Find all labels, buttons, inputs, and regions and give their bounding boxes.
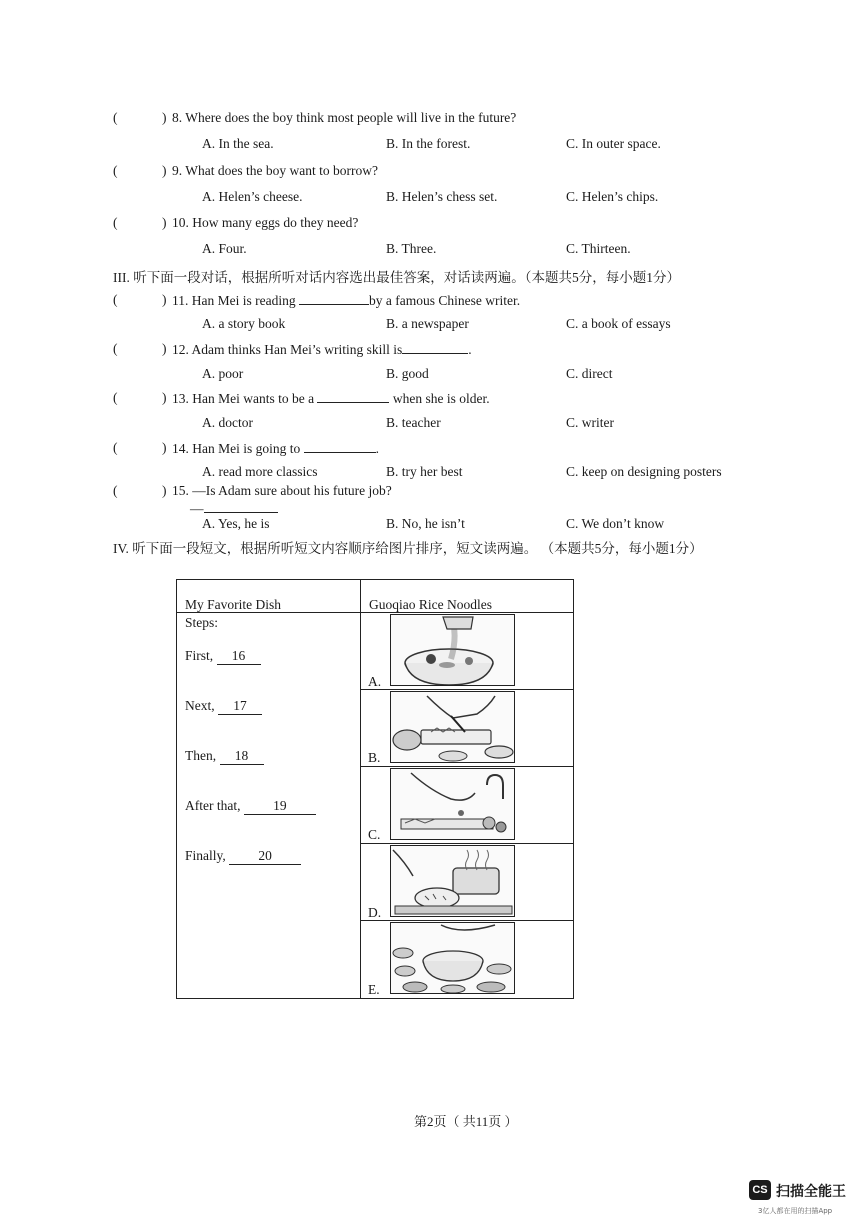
section-3-heading: III. 听下面一段对话，根据所听对话内容选出最佳答案，对话读两遍。（本题共5分，每小题1分） bbox=[113, 270, 680, 285]
answer-paren-open: ( bbox=[113, 163, 118, 178]
option-a: A. doctor bbox=[202, 415, 253, 430]
option-b: B. good bbox=[386, 366, 429, 381]
stem-part-a: 12. Adam thinks Han Mei’s writing skill is bbox=[172, 342, 403, 357]
option-c: C. We don’t know bbox=[566, 516, 665, 531]
vegetable-washing-icon bbox=[390, 768, 515, 840]
step-first bbox=[185, 648, 261, 665]
option-b: B. Three. bbox=[386, 241, 437, 256]
watermark-sub: 3亿人都在用的扫描App bbox=[758, 1207, 833, 1215]
question-stem bbox=[172, 390, 490, 407]
step-finally bbox=[185, 848, 301, 865]
option-a: A. read more classics bbox=[202, 464, 318, 479]
option-a: A. Yes, he is bbox=[202, 516, 270, 531]
answer-paren-close: ) bbox=[162, 215, 167, 230]
option-b: B. Helen’s chess set. bbox=[386, 189, 498, 204]
option-a: A. Helen’s cheese. bbox=[202, 189, 303, 204]
cs-logo-icon: CS bbox=[749, 1180, 771, 1200]
section-4-heading: IV. 听下面一段短文，根据所听短文内容顺序给图片排序，短文读两遍。 （本题共5分，每小题1分） bbox=[113, 541, 703, 556]
stem-part-a: 13. Han Mei wants to be a bbox=[172, 391, 315, 406]
stem-part-a: 14. Han Mei is going to bbox=[172, 441, 301, 456]
question-stem: 10. How many eggs do they need? bbox=[172, 215, 359, 230]
step-label: After that, bbox=[185, 798, 241, 813]
response-line bbox=[190, 500, 278, 517]
question-stem bbox=[172, 440, 379, 457]
left-header: My Favorite Dish bbox=[185, 597, 281, 612]
soup-pouring-icon bbox=[390, 614, 515, 686]
answer-paren-close: ) bbox=[162, 390, 167, 405]
option-c: C. direct bbox=[566, 366, 613, 381]
row-divider bbox=[360, 689, 574, 690]
step-number: 17 bbox=[218, 698, 262, 715]
option-a: A. In the sea. bbox=[202, 136, 274, 151]
option-a: A. poor bbox=[202, 366, 244, 381]
picture-letter: D. bbox=[368, 905, 382, 920]
option-c: C. a book of essays bbox=[566, 316, 671, 331]
option-c: C. writer bbox=[566, 415, 614, 430]
question-stem bbox=[172, 292, 520, 309]
adding-ingredients-icon bbox=[390, 922, 515, 994]
stem-part-b: . bbox=[375, 441, 379, 456]
answer-paren-open: ( bbox=[113, 390, 118, 405]
answer-paren-close: ) bbox=[162, 483, 167, 498]
step-label: Next, bbox=[185, 698, 215, 713]
page-footer: 第2页（ 共11页 ） bbox=[414, 1114, 518, 1129]
watermark-name: 扫描全能王 bbox=[776, 1184, 846, 1200]
answer-blank bbox=[299, 292, 369, 305]
picture-letter: C. bbox=[368, 827, 381, 842]
step-label: Then, bbox=[185, 748, 217, 763]
step-label: First, bbox=[185, 648, 214, 663]
picture-letter: B. bbox=[368, 750, 381, 765]
answer-paren-close: ) bbox=[162, 163, 167, 178]
answer-paren-close: ) bbox=[162, 292, 167, 307]
option-c: C. keep on designing posters bbox=[566, 464, 722, 479]
option-b: B. In the forest. bbox=[386, 136, 471, 151]
step-after-that bbox=[185, 798, 316, 815]
step-then bbox=[185, 748, 264, 765]
step-label: Finally, bbox=[185, 848, 226, 863]
steps-label: Steps: bbox=[185, 615, 219, 630]
row-divider bbox=[360, 920, 574, 921]
step-number: 16 bbox=[217, 648, 261, 665]
stem-part-b: when she is older. bbox=[392, 391, 490, 406]
steps-column bbox=[176, 579, 360, 999]
option-b: B. teacher bbox=[386, 415, 441, 430]
answer-paren-close: ) bbox=[162, 341, 167, 356]
noodle-cooking-icon bbox=[390, 845, 515, 917]
question-stem bbox=[172, 341, 472, 358]
answer-paren-close: ) bbox=[162, 440, 167, 455]
option-c: C. Helen’s chips. bbox=[566, 189, 659, 204]
answer-blank bbox=[317, 390, 389, 403]
chicken-cutting-icon bbox=[390, 691, 515, 763]
answer-paren-open: ( bbox=[113, 292, 118, 307]
right-header: Guoqiao Rice Noodles bbox=[369, 597, 492, 612]
row-divider bbox=[360, 766, 574, 767]
row-divider bbox=[360, 843, 574, 844]
answer-blank bbox=[204, 500, 278, 513]
question-stem: 15. —Is Adam sure about his future job? bbox=[172, 483, 392, 498]
option-b: B. a newspaper bbox=[386, 316, 469, 331]
option-a: A. Four. bbox=[202, 241, 247, 256]
option-c: C. Thirteen. bbox=[566, 241, 631, 256]
picture-letter: E. bbox=[368, 982, 380, 997]
stem-part-a: 11. Han Mei is reading bbox=[172, 293, 296, 308]
picture-letter: A. bbox=[368, 674, 382, 689]
answer-paren-open: ( bbox=[113, 110, 118, 125]
answer-paren-open: ( bbox=[113, 215, 118, 230]
option-c: C. In outer space. bbox=[566, 136, 661, 151]
option-b: B. try her best bbox=[386, 464, 463, 479]
question-stem: 9. What does the boy want to borrow? bbox=[172, 163, 378, 178]
answer-paren-close: ) bbox=[162, 110, 167, 125]
question-stem: 8. Where does the boy think most people will live in the future? bbox=[172, 110, 517, 125]
stem-part-b: . bbox=[468, 342, 472, 357]
stem-part-b: by a famous Chinese writer. bbox=[368, 293, 521, 308]
step-next bbox=[185, 698, 262, 715]
answer-blank bbox=[304, 440, 376, 453]
answer-paren-open: ( bbox=[113, 440, 118, 455]
response-dash: — bbox=[190, 501, 204, 516]
step-number: 18 bbox=[220, 748, 264, 765]
option-a: A. a story book bbox=[202, 316, 286, 331]
step-number: 20 bbox=[229, 848, 301, 865]
answer-paren-open: ( bbox=[113, 483, 118, 498]
step-number: 19 bbox=[244, 798, 316, 815]
answer-blank bbox=[402, 341, 468, 354]
option-b: B. No, he isn’t bbox=[386, 516, 465, 531]
answer-paren-open: ( bbox=[113, 341, 118, 356]
